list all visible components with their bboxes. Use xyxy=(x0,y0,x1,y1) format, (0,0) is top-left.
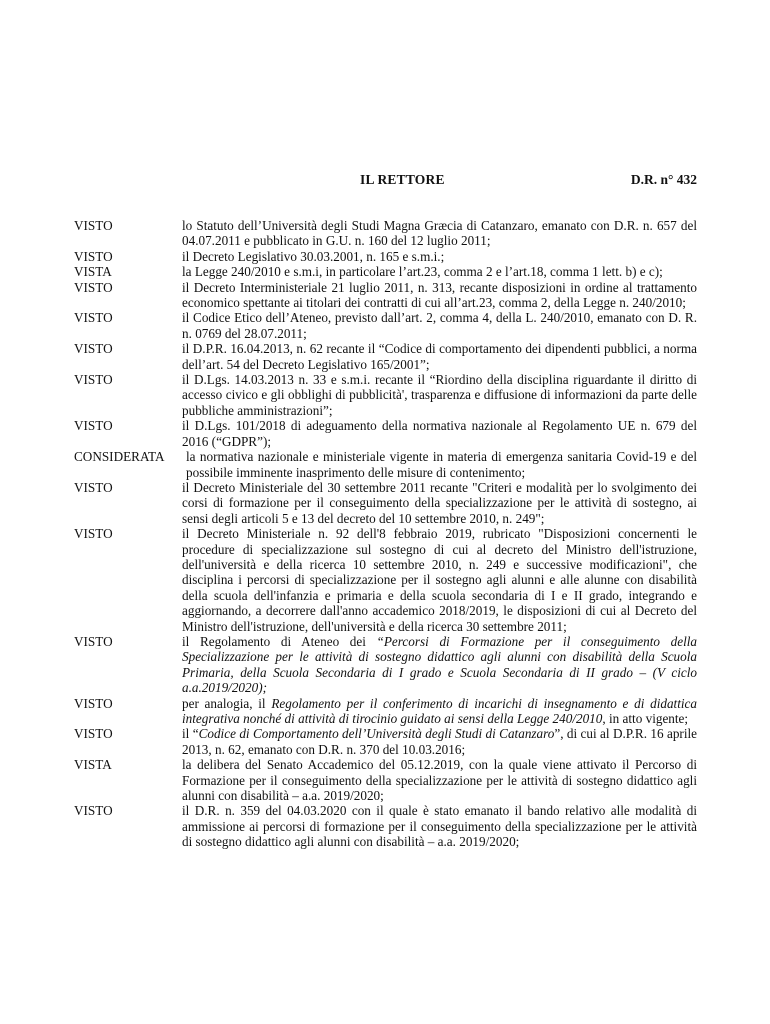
premise-text-regular: , in atto vigente; xyxy=(602,711,689,726)
premise-5 xyxy=(74,310,697,341)
premise-2 xyxy=(74,249,697,264)
premise-text-italic: Codice di Comportamento dell’Università degli Studi di Catanzaro xyxy=(198,726,555,742)
premise-13 xyxy=(74,696,697,727)
premise-15 xyxy=(74,757,697,803)
premise-label: CONSIDERATA xyxy=(74,449,165,465)
premise-text-regular: per analogia, il xyxy=(182,695,272,711)
premise-label: VISTO xyxy=(74,726,113,742)
premise-14 xyxy=(74,726,697,757)
premise-text: il D.Lgs. 101/2018 di adeguamento della normativa nazionale al Regolamento UE n. 679 del 2016 (“GDPR”); xyxy=(182,418,697,449)
premise-label: VISTO xyxy=(74,526,113,542)
premise-16 xyxy=(74,803,697,849)
premise-label: VISTO xyxy=(74,803,113,819)
premise-text-regular: ”, di cui al D.P.R. 16 aprile 2013, n. 62, emanato con D.R. n. 370 del 10.03.2016; xyxy=(182,726,698,757)
premise-label: VISTO xyxy=(74,341,113,357)
premise-8 xyxy=(74,418,697,449)
decree-number: D.R. n° 432 xyxy=(630,172,697,187)
premise-text: la delibera del Senato Accademico del 05.12.2019, con la quale viene attivato il Percorso di Formazione per il conseguimento della specializzazione per le attività di sostegno didattico agli alunni con disabilità – a.a. 2019/2020; xyxy=(182,757,697,804)
premise-3 xyxy=(74,264,697,279)
premise-1 xyxy=(74,218,697,249)
premise-text-regular: il “ xyxy=(182,726,199,742)
premise-label: VISTO xyxy=(74,695,113,711)
premise-text-italic: “Percorsi di Formazione per il conseguimento della Specializzazione per le attività di sostegno didattico agli alunni con disabilità della Scuola Primaria, della Scuola Secondaria di I grado e Scuola Secondaria di II grado – (V ciclo a.a.2019/2020); xyxy=(182,633,697,696)
premise-label: VISTO xyxy=(74,479,113,495)
premise-6 xyxy=(74,341,697,372)
premise-9 xyxy=(74,449,697,480)
premise-label: VISTO xyxy=(74,248,113,264)
premise-text: il Decreto Legislativo 30.03.2001, n. 165 e s.m.i.; xyxy=(182,248,445,264)
premise-label: VISTO xyxy=(74,633,113,649)
premise-label: VISTO xyxy=(74,418,113,434)
premise-10 xyxy=(74,480,697,526)
premise-text-italic: Regolamento per il conferimento di incarichi di insegnamento e di didattica integrativa nonché di attività di tirocinio guidato ai sensi della Legge 240/2010 xyxy=(182,695,697,726)
premise-text: il D.R. n. 359 del 04.03.2020 con il quale è stato emanato il bando relativo alle modalità di ammissione ai percorsi di formazione per il conseguimento della specializzazione per le attività di sostegno didattico agli alunni con disabilità – a.a. 2019/2020; xyxy=(182,803,697,850)
premise-text: la Legge 240/2010 e s.m.i, in particolare l’art.23, comma 2 e l’art.18, comma 1 lett. b) e c); xyxy=(182,264,663,280)
premise-text: il Decreto Ministeriale n. 92 dell'8 febbraio 2019, rubricato "Disposizioni concernenti le procedure di specializzazione sul sostegno di cui al decreto del Ministro dell'istruzione, dell'università e della ricerca 10 settembre 2010, n. 249 e successive modificazioni", che disciplina i percorsi di specializzazione per il sostegno agli alunni e alle alunne con disabilità della scuola dell'infanzia e primaria e della scuola secondaria di I e II grado, integrando e aggiornando, a decorrere dall'anno accademico 2018/2019, le disposizioni di cui al Decreto del Ministro dell'istruzione, dell'università e della ricerca 30 settembre 2011; xyxy=(182,526,697,634)
premise-text: il D.P.R. 16.04.2013, n. 62 recante il “Codice di comportamento dei dipendenti pubblici, a norma dell’art. 54 del Decreto Legislativo 165/2001”; xyxy=(182,341,697,372)
premise-12 xyxy=(74,634,697,696)
premise-label: VISTA xyxy=(74,264,112,280)
premise-text: la normativa nazionale e ministeriale vigente in materia di emergenza sanitaria Covid-19 e del possibile imminente inasprimento delle misure di contenimento; xyxy=(186,449,697,480)
premise-label: VISTO xyxy=(74,372,113,388)
premises-list xyxy=(74,218,697,850)
premise-text xyxy=(182,634,697,696)
premise-text: lo Statuto dell’Università degli Studi Magna Græcia di Catanzaro, emanato con D.R. n. 657 del 04.07.2011 e pubblicato in G.U. n. 160 del 12 luglio 2011; xyxy=(182,218,697,249)
document-title: IL RETTORE xyxy=(360,172,445,187)
premise-text: il D.Lgs. 14.03.2013 n. 33 e s.m.i. recante il “Riordino della disciplina riguardante il diritto di accesso civico e gli obblighi di pubblicità', trasparenza e diffusione di informazioni da parte delle pubbliche amministrazioni”; xyxy=(182,372,697,418)
premise-text: il Codice Etico dell’Ateneo, previsto dall’art. 2, comma 4, della L. 240/2010, emanato con D. R. n. 0769 del 28.07.2011; xyxy=(182,310,697,341)
premise-text xyxy=(182,696,697,727)
premise-11 xyxy=(74,526,697,634)
premise-label: VISTO xyxy=(74,310,113,326)
premise-text-regular: il Regolamento di Ateneo dei xyxy=(182,633,377,649)
premise-label: VISTO xyxy=(74,218,113,233)
premise-7 xyxy=(74,372,697,418)
premise-text xyxy=(182,726,697,757)
premise-label: VISTA xyxy=(74,757,112,773)
premise-label: VISTO xyxy=(74,279,113,295)
premise-text: il Decreto Interministeriale 21 luglio 2011, n. 313, recante disposizioni in ordine al trattamento economico spettante ai titolari dei contratti di cui all’art.23, comma 2, della Legge n. 240/2010; xyxy=(182,279,697,311)
premise-4 xyxy=(74,280,697,311)
premise-text: il Decreto Ministeriale del 30 settembre 2011 recante "Criteri e modalità per lo svolgimento dei corsi di formazione per il conseguimento della specializzazione per le attività di sostegno, ai sensi degli articoli 5 e 13 del decreto del 10 settembre 2010, n. 249"; xyxy=(182,479,697,526)
